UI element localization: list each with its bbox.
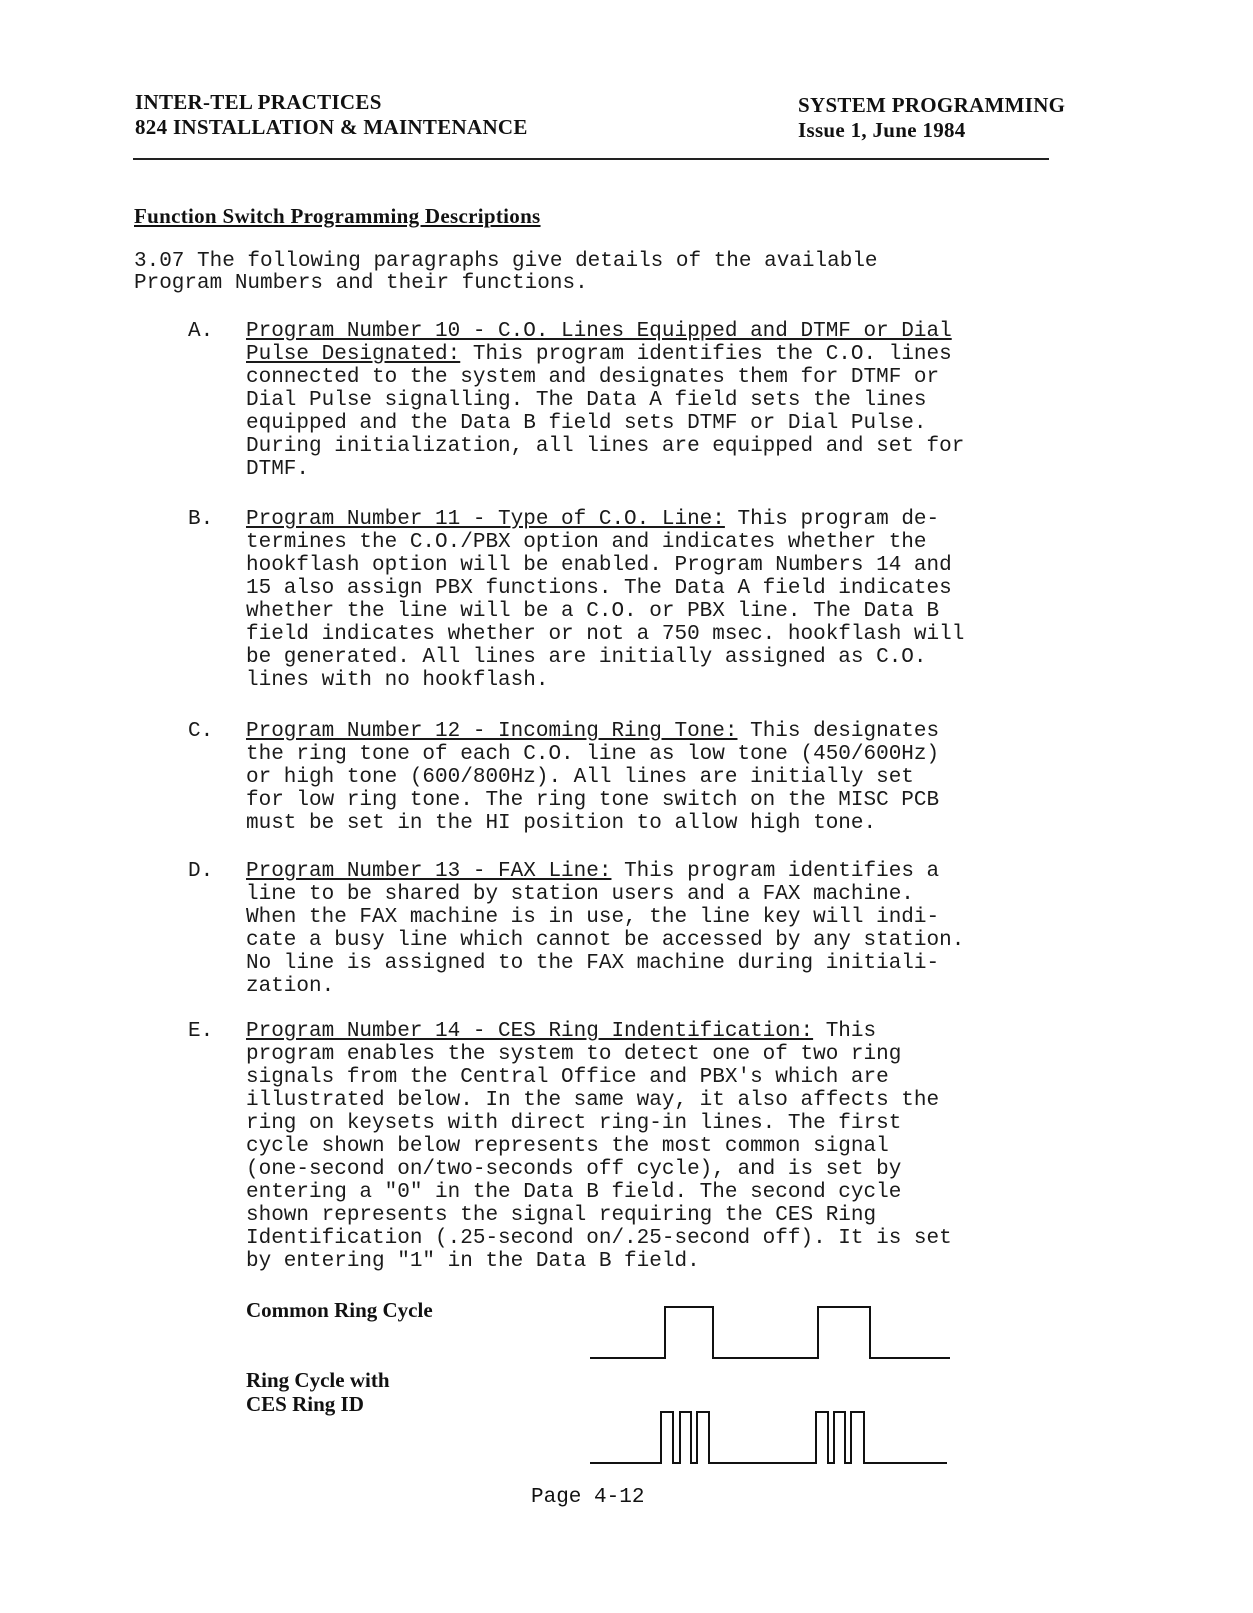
item-line: Identification (.25-second on/.25-second off). It is set <box>246 1227 952 1250</box>
header-practice-title: INTER-TEL PRACTICES <box>135 90 382 114</box>
header-manual-title: 824 INSTALLATION & MAINTENANCE <box>135 115 528 139</box>
item-line: illustrated below. In the same way, it also affects the <box>246 1089 940 1112</box>
intro-line: 3.07 The following paragraphs give details of the available <box>134 250 878 273</box>
item-body <box>246 1020 1052 1273</box>
item-body <box>246 320 1052 481</box>
header-divider <box>133 158 1049 160</box>
item-heading-fragment: Pulse Designated: <box>246 343 461 366</box>
item-line: line to be shared by station users and a FAX machine. <box>246 883 914 906</box>
item-body <box>246 860 1052 998</box>
item-line: ring on keysets with direct ring-in lines. The first <box>246 1112 902 1135</box>
item-line-rest: This <box>813 1020 877 1043</box>
item-line: cate a busy line which cannot be accessed by any station. <box>246 929 965 952</box>
item-line: for low ring tone. The ring tone switch on the MISC PCB <box>246 789 940 812</box>
item-line: or high tone (600/800Hz). All lines are initially set <box>246 766 914 789</box>
header-section-title: SYSTEM PROGRAMMING <box>798 93 1066 117</box>
item-line: No line is assigned to the FAX machine during initiali- <box>246 952 940 975</box>
item-line: shown represents the signal requiring the CES Ring <box>246 1204 877 1227</box>
item-line-rest: This program identifies the C.O. lines <box>460 343 952 366</box>
header-right <box>798 93 1065 143</box>
ces-ring-cycle-label <box>246 1368 390 1416</box>
item-line: program enables the system to detect one of two ring <box>246 1043 902 1066</box>
intro-line: Program Numbers and their functions. <box>134 272 588 295</box>
item-letter: B. <box>188 508 214 531</box>
ces-ring-waveform-trace <box>590 1412 947 1463</box>
common-ring-waveform-trace <box>590 1307 950 1358</box>
item-letter: D. <box>188 860 214 883</box>
item-line: equipped and the Data B field sets DTMF or Dial Pulse. <box>246 412 927 435</box>
ces-label-line: Ring Cycle with <box>246 1368 390 1392</box>
item-line: signals from the Central Office and PBX's which are <box>246 1066 889 1089</box>
item-line: When the FAX machine is in use, the line key will indi- <box>246 906 940 929</box>
common-ring-cycle-waveform <box>585 1300 955 1370</box>
item-line <box>246 1020 1052 1043</box>
item-letter: C. <box>188 720 214 743</box>
item-heading: Program Number 12 - Incoming Ring Tone: <box>246 720 738 743</box>
intro-paragraph <box>134 250 1054 294</box>
item-line: termines the C.O./PBX option and indicates whether the <box>246 531 927 554</box>
item-line-rest: This designates <box>737 720 940 743</box>
item-line: entering a "0" in the Data B field. The second cycle <box>246 1181 902 1204</box>
ces-ring-cycle-waveform <box>585 1405 955 1475</box>
item-line: be generated. All lines are initially assigned as C.O. <box>246 646 927 669</box>
item-heading: Program Number 11 - Type of C.O. Line: <box>246 508 725 531</box>
item-line-rest: This program identifies a <box>611 860 940 883</box>
item-line: must be set in the HI position to allow high tone. <box>246 812 877 835</box>
item-line <box>246 343 1052 366</box>
item-line: field indicates whether or not a 750 msec. hookflash will <box>246 623 965 646</box>
header-left <box>135 90 528 140</box>
item-line: DTMF. <box>246 458 310 481</box>
item-line: zation. <box>246 975 335 998</box>
item-line: lines with no hookflash. <box>246 669 549 692</box>
item-line: whether the line will be a C.O. or PBX line. The Data B <box>246 600 940 623</box>
item-line: (one-second on/two-seconds off cycle), and is set by <box>246 1158 902 1181</box>
item-letter: E. <box>188 1020 214 1043</box>
item-line: 15 also assign PBX functions. The Data A field indicates <box>246 577 952 600</box>
item-line: by entering "1" in the Data B field. <box>246 1250 700 1273</box>
item-line-rest: This program de- <box>724 508 940 531</box>
item-line <box>246 508 1052 531</box>
item-line: the ring tone of each C.O. line as low tone (450/600Hz) <box>246 743 940 766</box>
item-line <box>246 720 1052 743</box>
header-issue-date: Issue 1, June 1984 <box>798 118 966 142</box>
item-heading: Program Number 14 - CES Ring Indentification: <box>246 1020 814 1043</box>
ces-label-line: CES Ring ID <box>246 1392 364 1416</box>
section-title: Function Switch Programming Descriptions <box>134 204 541 228</box>
item-line <box>246 860 1052 883</box>
item-heading: Program Number 13 - FAX Line: <box>246 860 612 883</box>
page-number: Page 4-12 <box>531 1486 645 1509</box>
item-line: Program Number 10 - C.O. Lines Equipped and DTMF or Dial <box>246 320 952 343</box>
item-line: Dial Pulse signalling. The Data A field sets the lines <box>246 389 927 412</box>
item-body <box>246 508 1052 692</box>
item-line: hookflash option will be enabled. Program Numbers 14 and <box>246 554 952 577</box>
item-letter: A. <box>188 320 214 343</box>
item-body <box>246 720 1052 835</box>
item-line: cycle shown below represents the most common signal <box>246 1135 889 1158</box>
item-line: During initialization, all lines are equipped and set for <box>246 435 965 458</box>
common-ring-cycle-label: Common Ring Cycle <box>246 1298 433 1322</box>
item-line: connected to the system and designates them for DTMF or <box>246 366 940 389</box>
